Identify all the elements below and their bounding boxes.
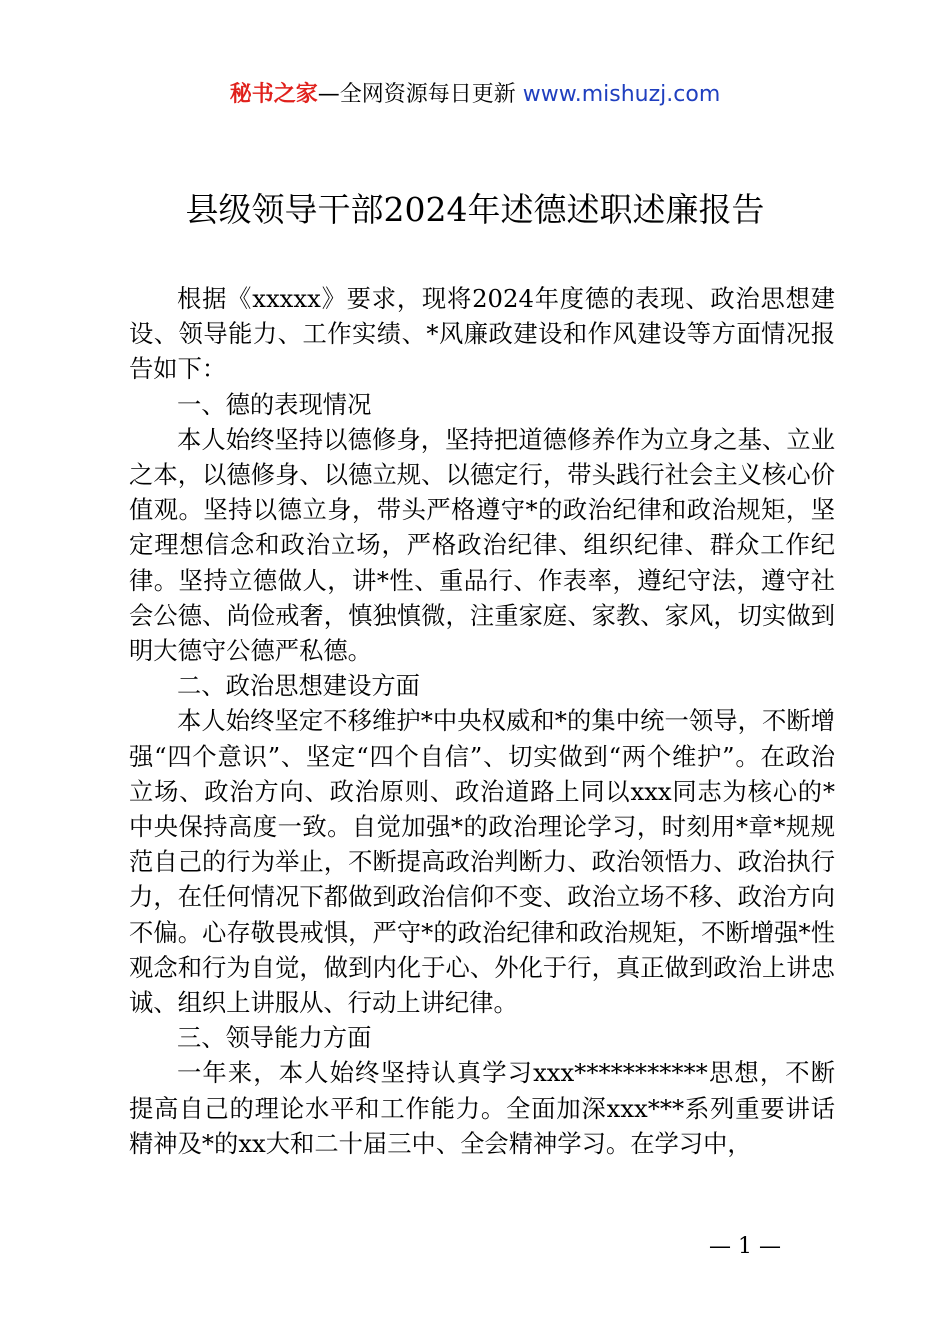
site-header [0,80,950,110]
body-paragraph: 一年来，本人始终坚持认真学习xxx***********思想，不断提高自己的理论水平和工作能力。全面加深xxx***系列重要讲话精神及*的xx大和二十届三中、全会精神学习。在学习中， [129,1058,835,1158]
document-body [129,281,835,1161]
section-heading: 一、德的表现情况 [177,389,372,419]
section-heading: 二、政治思想建设方面 [177,671,420,701]
body-paragraph: 本人始终坚定不移维护*中央权威和*的集中统一领导，不断增强“四个意识”、坚定“四个自信”、切实做到“两个维护”。在政治立场、政治方向、政治原则、政治道路上同以xxx同志为核心的*中央保持高度一致。自觉加强*的政治理论学习，时刻用*章*规规范自己的行为举止，不断提高政治判断力、政治领悟力、政治执行力，在任何情况下都做到政治信仰不变、政治立场不移、政治方向不偏。心存敬畏戒惧，严守*的政治纪律和政治规矩，不断增强*性观念和行为自觉，做到内化于心、外化于行，真正做到政治上讲忠诚、组织上讲服从、行动上讲纪律。 [129,706,835,1018]
header-separator: — [317,82,340,107]
site-url-link[interactable]: www.mishuzj.com [522,82,721,107]
document-title: 县级领导干部2024年述德述职述廉报告 [185,190,765,229]
section-heading: 三、领导能力方面 [177,1023,372,1053]
intro-paragraph: 根据《xxxxx》要求，现将2024年度德的表现、政治思想建设、领导能力、工作实绩、*风廉政建设和作风建设等方面情况报告如下： [129,284,835,384]
page-number: — 1 — [709,1234,781,1259]
header-tagline: 全网资源每日更新 [339,82,516,107]
brand-name: 秘书之家 [229,82,318,107]
body-paragraph: 本人始终坚持以德修身，坚持把道德修养作为立身之基、立业之本，以德修身、以德立规、以德定行，带头践行社会主义核心价值观。坚持以德立身，带头严格遵守*的政治纪律和政治规矩，坚定理想信念和政治立场，严格政治纪律、组织纪律、群众工作纪律。坚持立德做人，讲*性、重品行、作表率，遵纪守法，遵守社会公德、尚俭戒奢，慎独慎微，注重家庭、家教、家风，切实做到明大德守公德严私德。 [129,424,835,666]
